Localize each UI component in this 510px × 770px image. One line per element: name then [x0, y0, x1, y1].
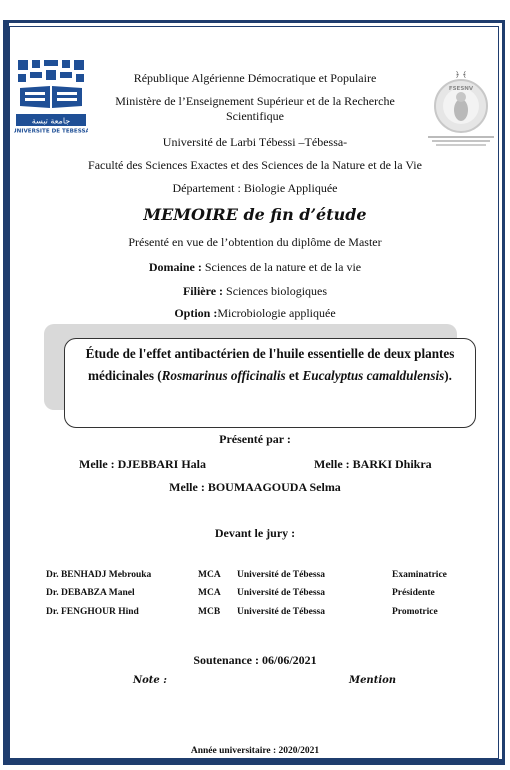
species-eucalyptus: Eucalyptus camaldulensis [302, 368, 445, 383]
jury-label: Devant le jury : [214, 526, 296, 540]
option-line [0, 306, 510, 321]
option-value: Microbiologie appliquée [217, 306, 336, 320]
jury-member-grade: MCA [198, 570, 221, 580]
jury-member-institution: Université de Tébessa [237, 570, 325, 580]
ministry-line-2: Scientifique [226, 109, 284, 123]
jury-member-role: Promotrice [392, 607, 438, 617]
jury-member-name: Dr. FENGHOUR Hind [46, 607, 139, 617]
department-line: Département : Biologie Appliquée [172, 181, 338, 195]
soutenance-date: Soutenance : 06/06/2021 [193, 653, 317, 667]
thesis-title-box [64, 338, 476, 428]
presented-by-label: Présenté par : [219, 432, 291, 446]
jury-member-role: Examinatrice [392, 570, 447, 580]
university-logo-arabic-text: جامعة تبسة [31, 116, 71, 126]
species-rosmarinus: Rosmarinus officinalis [161, 368, 286, 383]
option-label: Option : [174, 306, 218, 320]
jury-member-name: Dr. BENHADJ Mebrouka [46, 570, 152, 580]
jury-member-grade: MCA [198, 588, 221, 598]
memoire-title: MEMOIRE de fin d’étude [143, 205, 367, 224]
page-border-bottom-bar [3, 759, 505, 765]
faculty-line: Faculté des Sciences Exactes et des Sciences de la Nature et de la Vie [88, 158, 422, 172]
svg-text:﴿ ﴾: ﴿ ﴾ [455, 70, 467, 79]
thesis-title-part-2: et [285, 368, 303, 383]
student-djebbari: Melle : DJEBBARI Hala [79, 457, 206, 471]
domaine-label: Domaine : [148, 260, 202, 274]
jury-member-name: Dr. DEBABZA Manel [46, 588, 135, 598]
jury-member-role: Présidente [392, 588, 435, 598]
domaine-line [0, 260, 510, 275]
jury-member-grade: MCB [198, 607, 221, 617]
filiere-value: Sciences biologiques [223, 284, 328, 298]
note-label: Note : [133, 675, 167, 686]
filiere-line [0, 284, 510, 299]
university-logo-caption: UNIVERSITE DE TEBESSA [14, 128, 88, 134]
academic-year: Année universitaire : 2020/2021 [190, 746, 320, 756]
republic-line: République Algérienne Démocratique et Populaire [133, 71, 377, 85]
thesis-title-part-3: ). [444, 368, 452, 383]
student-boumaagouda: Melle : BOUMAAGOUDA Selma [169, 480, 341, 494]
mention-label: Mention [349, 675, 397, 686]
domaine-value: Sciences de la nature et de la vie [201, 260, 362, 274]
university-line: Université de Larbi Tébessi –Tébessa- [162, 135, 348, 149]
faculty-logo-text: FSESNV [448, 86, 474, 92]
ministry-line-1: Ministère de l’Enseignement Supérieur et de la Recherche [115, 94, 395, 108]
thesis-title-part-1: Étude de l'effet antibactérien de l'huile essentielle de deux plantes médicinales ( [85, 346, 455, 383]
jury-member-institution: Université de Tébessa [237, 588, 325, 598]
student-barki: Melle : BARKI Dhikra [314, 457, 432, 471]
diploma-line: Présenté en vue de l’obtention du diplôme de Master [128, 235, 382, 249]
jury-member-institution: Université de Tébessa [237, 607, 325, 617]
filiere-label: Filière : [182, 284, 224, 298]
